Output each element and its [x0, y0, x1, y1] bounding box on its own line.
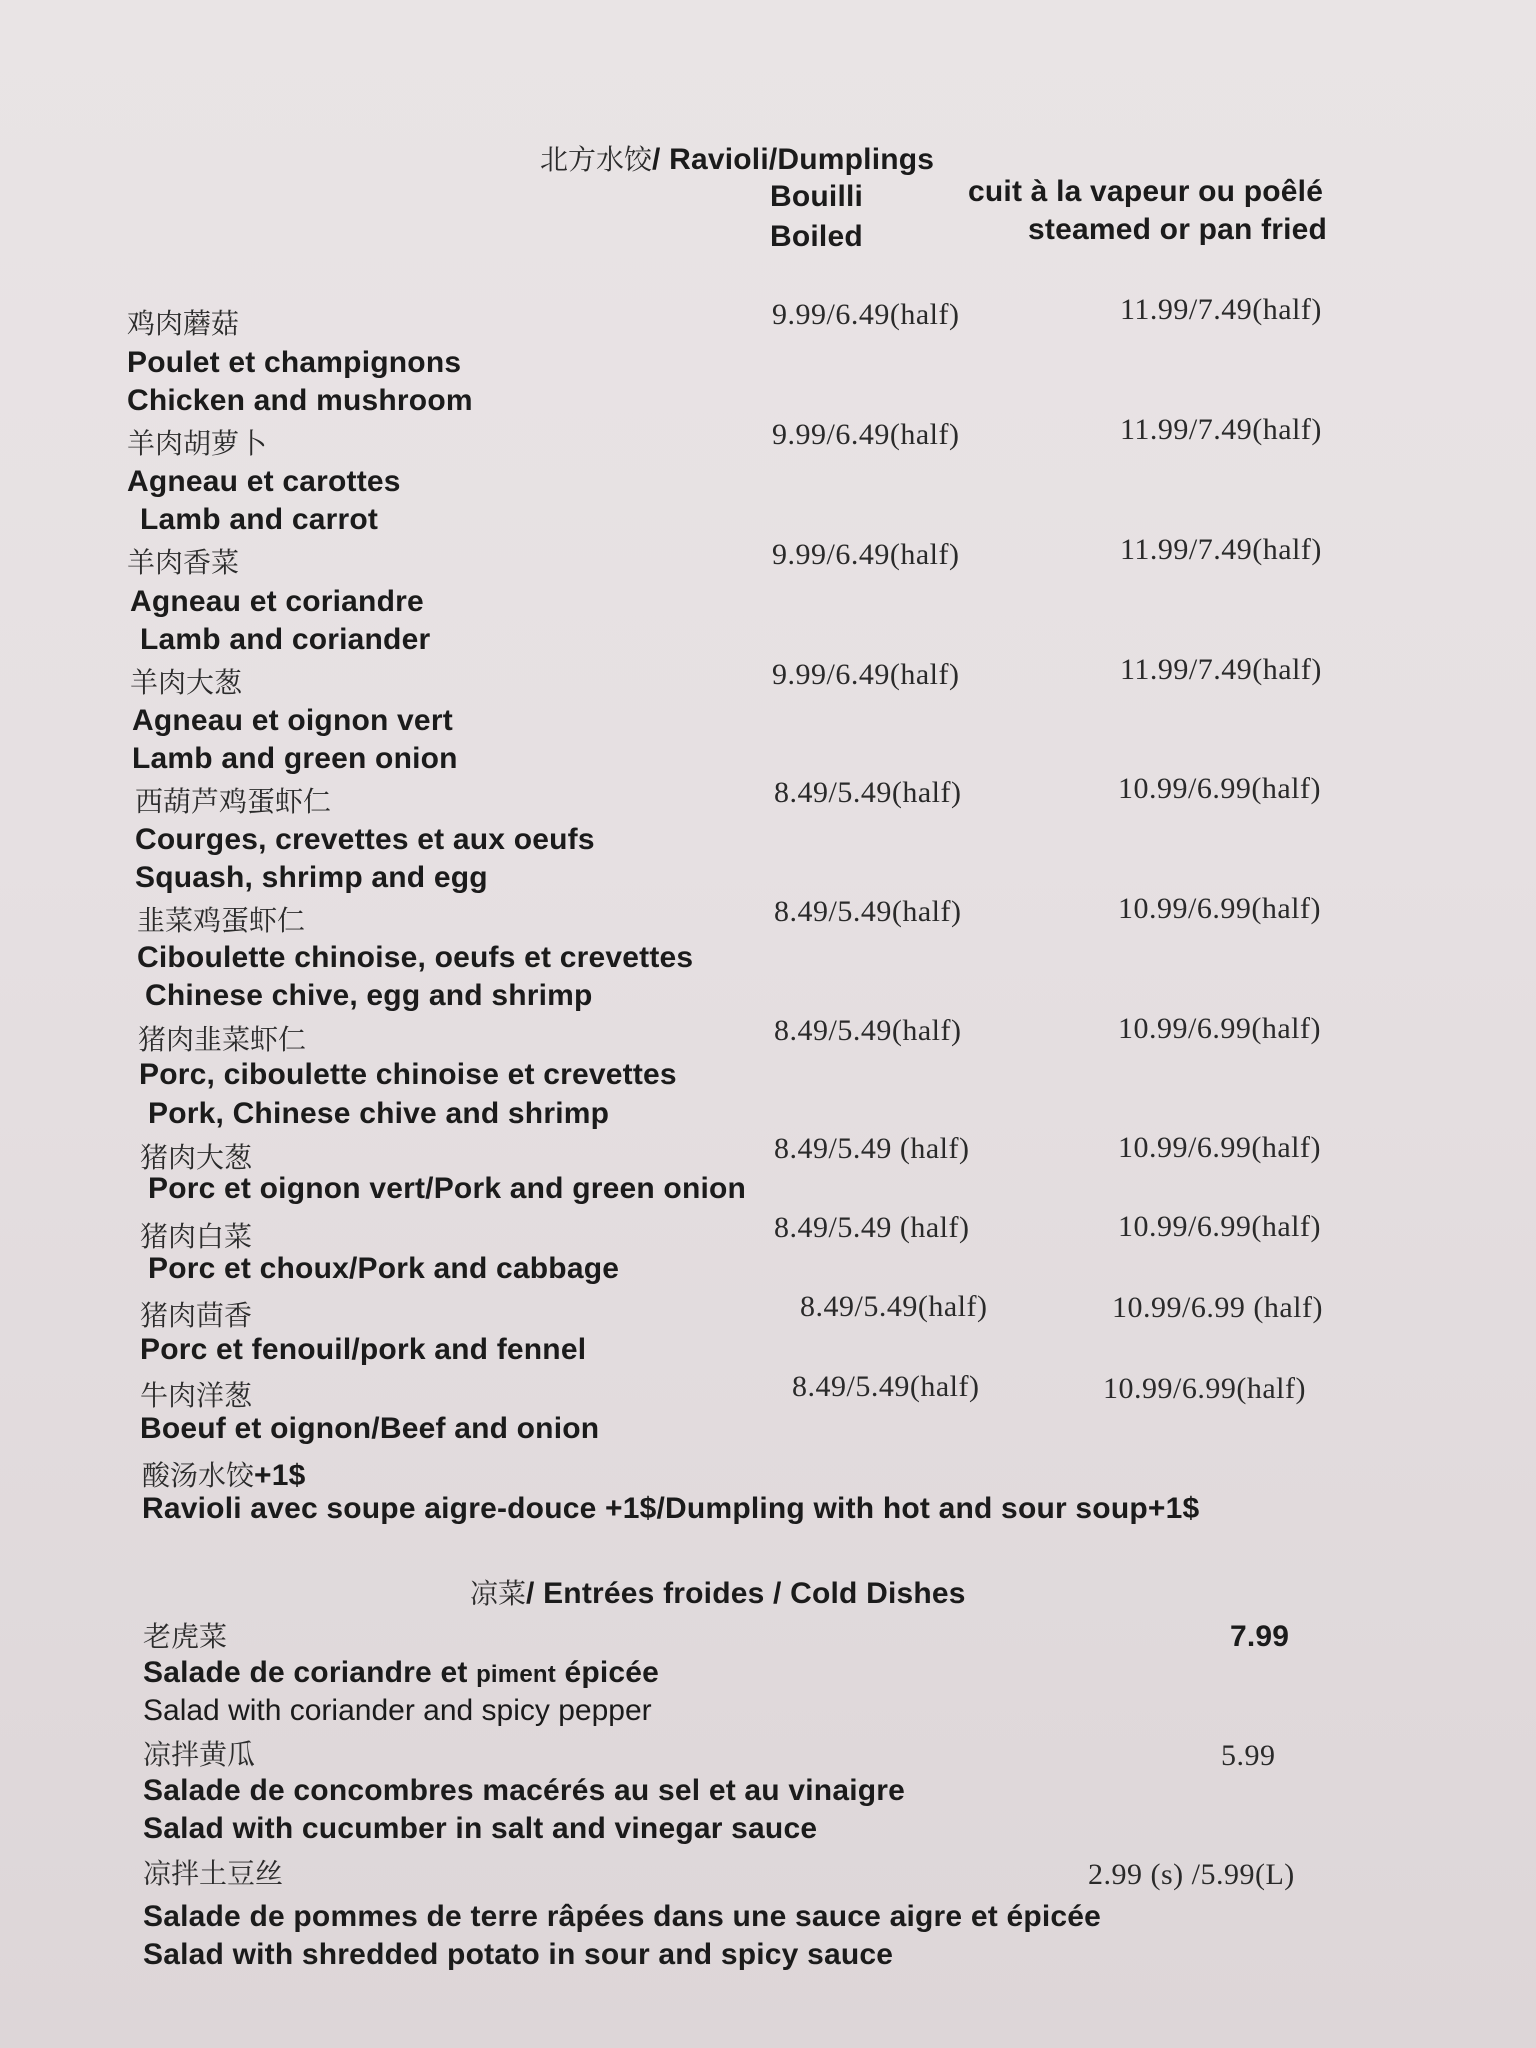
cold-dishes-title-cn: 凉菜 — [470, 1577, 527, 1610]
dumpling-item-en: Pork, Chinese chive and shrimp — [148, 1097, 610, 1130]
dumplings-section-title — [540, 138, 934, 178]
cold-dish-en: Salad with shredded potato in sour and spicy sauce — [143, 1938, 894, 1971]
dumplings-title-sep: / — [652, 143, 670, 176]
dumpling-item-cn: 西葫芦鸡蛋虾仁 — [135, 785, 332, 818]
dumpling-item-en: Lamb and green onion — [132, 742, 458, 775]
dumpling-price-boiled: 8.49/5.49(half) — [774, 776, 962, 809]
cold-dish-en: Salad with coriander and spicy pepper — [143, 1694, 652, 1727]
dumpling-item-cn: 羊肉大葱 — [130, 666, 243, 699]
dumpling-price-steamed: 11.99/7.49(half) — [1120, 533, 1322, 566]
cold-dish-en: Salad with cucumber in salt and vinegar sauce — [143, 1812, 818, 1845]
cold-dish-price: 5.99 — [1221, 1739, 1276, 1772]
dumpling-item-cn: 猪肉茴香 — [140, 1299, 253, 1332]
dumpling-price-boiled: 8.49/5.49(half) — [800, 1290, 988, 1323]
dumpling-item-en: Squash, shrimp and egg — [135, 861, 488, 894]
cold-dish-fr-part-b: épicée — [555, 1656, 660, 1689]
soup-note-cn-price: +1$ — [254, 1459, 306, 1492]
cold-dishes-title-text: / Entrées froides / Cold Dishes — [526, 1577, 966, 1610]
cold-dish-cn: 凉拌土豆丝 — [143, 1857, 284, 1890]
dumpling-price-boiled: 8.49/5.49 (half) — [774, 1211, 970, 1244]
dumpling-item-cn: 猪肉韭菜虾仁 — [138, 1023, 307, 1056]
dumpling-item-cn: 猪肉白菜 — [140, 1220, 253, 1253]
column-header-steamed-en: steamed or pan fried — [1028, 213, 1328, 246]
dumpling-item-fr: Courges, crevettes et aux oeufs — [135, 823, 595, 856]
dumpling-price-boiled: 8.49/5.49 (half) — [774, 1132, 970, 1165]
dumpling-price-boiled: 8.49/5.49(half) — [792, 1370, 980, 1403]
dumplings-title-text: Ravioli/Dumplings — [669, 143, 935, 176]
dumpling-price-boiled: 8.49/5.49(half) — [774, 1014, 962, 1047]
dumpling-item-cn: 牛肉洋葱 — [140, 1379, 253, 1412]
dumpling-item-cn: 猪肉大葱 — [140, 1141, 253, 1174]
dumpling-item-cn: 韭菜鸡蛋虾仁 — [137, 904, 306, 937]
cold-dish-cn: 凉拌黄瓜 — [143, 1738, 256, 1771]
dumpling-item-cn: 鸡肉蘑菇 — [127, 307, 240, 340]
dumpling-price-boiled: 9.99/6.49(half) — [772, 298, 960, 331]
cold-dish-cn: 老虎菜 — [143, 1620, 228, 1653]
dumpling-item-line: Porc et choux/Pork and cabbage — [148, 1252, 620, 1285]
dumpling-price-steamed: 10.99/6.99(half) — [1118, 1131, 1321, 1164]
dumpling-item-fr: Ciboulette chinoise, oeufs et crevettes — [137, 941, 694, 974]
column-header-steamed-fr: cuit à la vapeur ou poêlé — [968, 175, 1324, 208]
cold-dishes-section-title — [470, 1572, 966, 1612]
dumpling-item-fr: Porc, ciboulette chinoise et crevettes — [139, 1058, 677, 1091]
dumpling-price-steamed: 10.99/6.99(half) — [1118, 1012, 1321, 1045]
dumpling-item-en: Chicken and mushroom — [127, 384, 473, 417]
dumpling-item-fr: Poulet et champignons — [127, 346, 462, 379]
dumpling-price-steamed: 10.99/6.99(half) — [1118, 892, 1321, 925]
dumplings-title-cn: 北方水饺 — [540, 143, 653, 176]
dumpling-item-en: Lamb and coriander — [140, 623, 431, 656]
cold-dish-fr-part-small: piment — [476, 1661, 556, 1688]
dumpling-price-steamed: 11.99/7.49(half) — [1120, 413, 1322, 446]
dumpling-item-cn: 羊肉胡萝卜 — [127, 427, 268, 460]
dumpling-price-boiled: 9.99/6.49(half) — [772, 538, 960, 571]
dumpling-item-en: Chinese chive, egg and shrimp — [145, 979, 593, 1012]
cold-dish-price: 7.99 — [1230, 1620, 1290, 1653]
soup-note-cn — [142, 1454, 306, 1494]
cold-dish-price: 2.99 (s) /5.99(L) — [1088, 1858, 1295, 1891]
dumpling-item-fr: Agneau et carottes — [127, 465, 401, 498]
dumpling-item-line: Porc et oignon vert/Pork and green onion — [148, 1172, 747, 1205]
dumpling-price-boiled: 8.49/5.49(half) — [774, 895, 962, 928]
dumpling-price-steamed: 10.99/6.99(half) — [1118, 1210, 1321, 1243]
dumpling-price-steamed: 10.99/6.99 (half) — [1112, 1291, 1323, 1324]
cold-dish-fr: Salade de concombres macérés au sel et au vinaigre — [143, 1774, 906, 1807]
column-header-boiled-fr: Bouilli — [770, 180, 864, 213]
dumpling-item-line: Boeuf et oignon/Beef and onion — [140, 1412, 600, 1445]
dumpling-item-fr: Agneau et oignon vert — [132, 704, 453, 737]
dumpling-price-boiled: 9.99/6.49(half) — [772, 658, 960, 691]
dumpling-price-steamed: 10.99/6.99(half) — [1103, 1372, 1306, 1405]
column-header-boiled-en: Boiled — [770, 220, 863, 253]
soup-note-line: Ravioli avec soupe aigre-douce +1$/Dumpling with hot and sour soup+1$ — [142, 1492, 1200, 1525]
cold-dish-fr-part-a: Salade de coriandre et — [143, 1656, 477, 1689]
dumpling-item-fr: Agneau et coriandre — [130, 585, 424, 618]
soup-note-cn-text: 酸汤水饺 — [142, 1459, 255, 1492]
dumpling-item-line: Porc et fenouil/pork and fennel — [140, 1333, 587, 1366]
dumpling-price-steamed: 11.99/7.49(half) — [1120, 653, 1322, 686]
cold-dish-fr: Salade de pommes de terre râpées dans une sauce aigre et épicée — [143, 1900, 1102, 1933]
cold-dish-fr — [143, 1656, 659, 1690]
dumpling-price-steamed: 10.99/6.99(half) — [1118, 772, 1321, 805]
dumpling-item-cn: 羊肉香菜 — [127, 546, 240, 579]
dumpling-item-en: Lamb and carrot — [140, 503, 379, 536]
dumpling-price-steamed: 11.99/7.49(half) — [1120, 293, 1322, 326]
dumpling-price-boiled: 9.99/6.49(half) — [772, 418, 960, 451]
